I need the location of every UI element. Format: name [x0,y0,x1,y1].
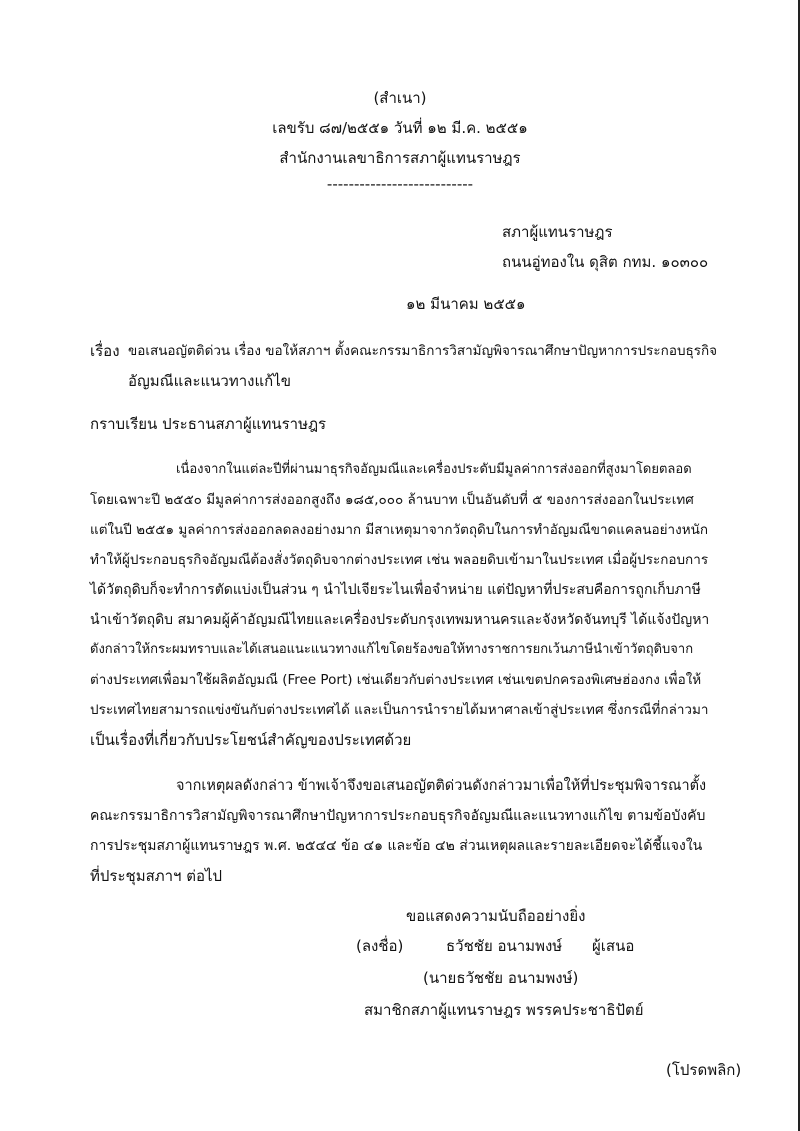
letter-date: ๑๒ มีนาคม ๒๕๕๑ [406,295,526,313]
address-line-2: ถนนอู่ทองใน ดุสิต กทม. ๑๐๓๐๐ [502,253,709,271]
paragraph-1-line: แต่ในปี ๒๕๕๑ มูลค่าการส่งออกลดลงอย่างมาก มีสาเหตุมาจากวัตถุดิบในการทำอัญมณีขาดแคลนอย่างหนัก [90,522,709,538]
paragraph-1-line: นำเข้าวัตถุดิบ สมาคมผู้ค้าอัญมณีไทยและเครื่องประดับกรุงเทพมหานครและจังหวัดจันทบุรี ได้แจ้งปัญหา [90,612,710,628]
signer-full-name: (นายธวัชชัย อนามพงษ์) [423,969,579,987]
paragraph-2-line: คณะกรรมาธิการวิสามัญพิจารณาศึกษาปัญหาการประกอบธุรกิจอัญมณีและแนวทางแก้ไข ตามข้อบังคับ [90,808,706,824]
address-line-1: สภาผู้แทนราษฎร [502,223,613,241]
header-divider: --------------------------- [326,175,474,193]
paragraph-2-line: การประชุมสภาผู้แทนราษฎร พ.ศ. ๒๕๔๔ ข้อ ๔๑ และข้อ ๔๒ ส่วนเหตุผลและรายละเอียดจะได้ชี้แจงใน [90,838,703,854]
paragraph-1-line: เป็นเรื่องที่เกี่ยวกับประโยชน์สำคัญของประเทศด้วย [90,731,412,749]
paragraph-1-line: ต่างประเทศเพื่อมาใช้ผลิตอัญมณี (Free Port) เช่นเดียวกับต่างประเทศ เช่นเขตปกครองพิเศษฮ่องกง เพื่อให้ [90,672,702,688]
closing: ขอแสดงความนับถืออย่างยิ่ง [406,907,586,925]
copy-label: (สำเนา) [373,89,427,107]
paragraph-1-line: เนื่องจากในแต่ละปีที่ผ่านมาธุรกิจอัญมณีและเครื่องประดับมีมูลค่าการส่งออกที่สูงมาโดยตลอด [176,462,692,477]
paragraph-2-line: ที่ประชุมสภาฯ ต่อไป [90,867,223,885]
signer-role: ผู้เสนอ [592,937,635,955]
paragraph-1-line: ได้วัตถุดิบก็จะทำการตัดแบ่งเป็นส่วน ๆ นำไปเจียระไนเพื่อจำหน่าย แต่ปัญหาที่ประสบคือการถูกเก็บภาษี [90,582,701,598]
turn-over-note: (โปรดพลิก) [666,1061,742,1079]
receipt-number: เลขรับ ๘๗/๒๕๕๑ วันที่ ๑๒ มี.ค. ๒๕๕๑ [272,119,528,137]
signed-name: ธวัชชัย อนามพงษ์ [446,937,563,955]
paragraph-1-line: ประเทศไทยสามารถแข่งขันกับต่างประเทศได้ และเป็นการนำรายได้มหาศาลเข้าสู่ประเทศ ซึ่งกรณีที่กล่าวมา [90,702,709,718]
subject-line-1: ขอเสนอญัตติด่วน เรื่อง ขอให้สภาฯ ตั้งคณะกรรมาธิการวิสามัญพิจารณาศึกษาปัญหาการประกอบธุรกิจ [128,343,718,359]
paragraph-2-line: จากเหตุผลดังกล่าว ข้าพเจ้าจึงขอเสนอญัตติด่วนดังกล่าวมาเพื่อให้ที่ประชุมพิจารณาตั้ง [176,778,707,794]
signer-position: สมาชิกสภาผู้แทนราษฎร พรรคประชาธิปัตย์ [364,1001,644,1019]
paragraph-1-line: ดังกล่าวให้กระผมทราบและได้เสนอแนะแนวทางแก้ไขโดยร้องขอให้ทางราชการยกเว้นภาษีนำเข้าวัตถุดิบจาก [90,642,694,657]
subject-label: เรื่อง [90,342,120,360]
subject-line-2: อัญมณีและแนวทางแก้ไข [128,372,292,390]
paragraph-1-line: ทำให้ผู้ประกอบธุรกิจอัญมณีต้องสั่งวัตถุดิบจากต่างประเทศ เช่น พลอยดิบเข้ามาในประเทศ เมื่อผู้ประกอบการ [90,552,709,568]
paragraph-1-line: โดยเฉพาะปี ๒๕๕๐ มีมูลค่าการส่งออกสูงถึง ๑๘๕,๐๐๐ ล้านบาท เป็นอันดับที่ ๕ ของการส่งออกในประเทศ [90,492,694,508]
sign-label: (ลงชื่อ) [356,937,404,955]
salutation: กราบเรียน ประธานสภาผู้แทนราษฎร [90,415,327,433]
office-name: สำนักงานเลขาธิการสภาผู้แทนราษฎร [279,149,521,167]
